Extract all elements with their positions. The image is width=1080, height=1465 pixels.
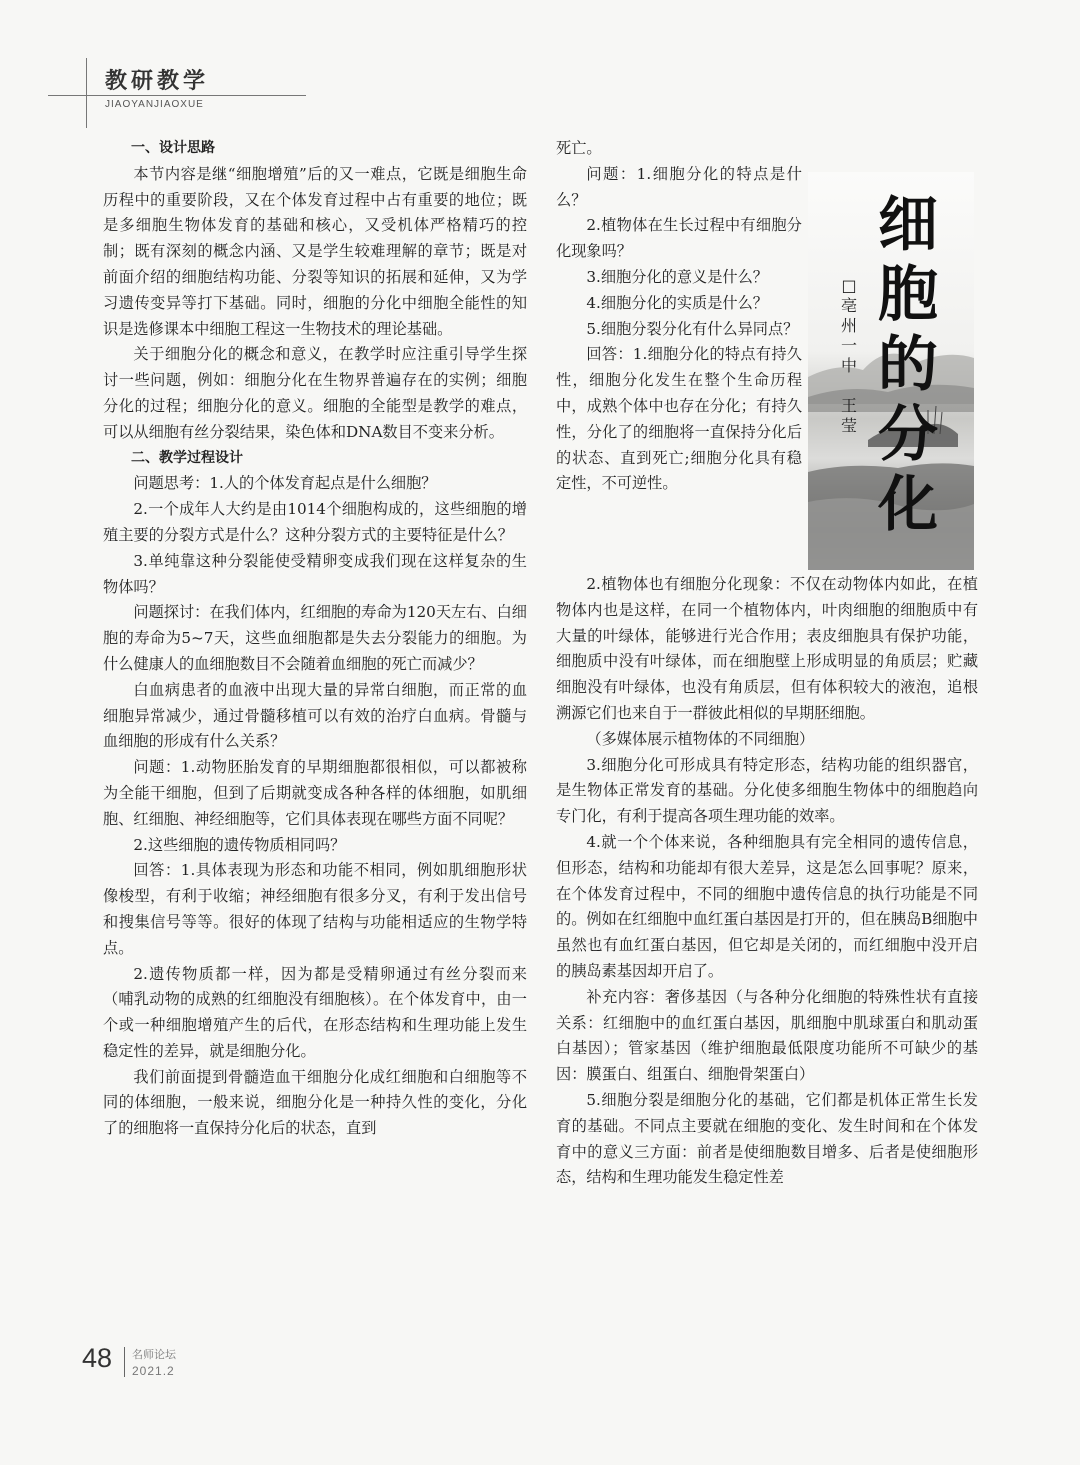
section-heading: 二、教学过程设计 xyxy=(131,449,243,466)
paragraph: 关于细胞分化的概念和意义，在教学时应注重引导学生探讨一些问题，例如：细胞分化在生物界普遍存在的实例；细胞分化的过程；细胞分化的意义。细胞的全能型是教学的难点，可以从细胞有丝分裂结果，染色体和DNA数目不变来分析。 xyxy=(103,345,527,441)
article-title xyxy=(868,190,948,540)
paragraph: 回答：1.具体表现为形态和功能不相同，例如肌细胞形状像梭型，有利于收缩；神经细胞有很多分叉，有利于发出信号和搜集信号等等。很好的体现了结构与功能相适应的生物学特点。 xyxy=(103,861,527,957)
left-column xyxy=(103,136,527,1142)
byline-char: 王 xyxy=(840,396,857,415)
paragraph: 3.细胞分化的意义是什么？ xyxy=(586,267,768,286)
paragraph: 问题：1.细胞分化的特点是什么？ xyxy=(556,164,802,209)
paragraph: 4.就一个个体来说，各种细胞具有完全相同的遗传信息，但形态，结构和功能却有很大差异，这是怎么回事呢？原来，在个体发育过程中，不同的细胞中遗传信息的执行功能是不同的。例如在红细胞中血红蛋白基因是打开的，但在胰岛B细胞中虽然也有血红蛋白基因，但它却是关闭的，而红细胞中没开启的胰岛素基因却开启了。 xyxy=(556,832,978,980)
magazine-name: 名师论坛 xyxy=(132,1348,176,1361)
paragraph: 2.植物体在生长过程中有细胞分化现象吗？ xyxy=(556,216,802,261)
paragraph: 死亡。 xyxy=(556,139,602,157)
title-char: 分 xyxy=(878,400,938,470)
paragraph: 白血病患者的血液中出现大量的异常白细胞，而正常的血细胞异常减少，通过骨髓移植可以有效的治疗白血病。骨髓与血细胞的形成有什么关系？ xyxy=(103,680,527,751)
right-top-column xyxy=(556,136,802,497)
right-bottom-column xyxy=(556,572,978,1191)
paragraph: 补充内容：奢侈基因（与各种分化细胞的特殊性状有直接关系：红细胞中的血红蛋白基因，肌细胞中肌球蛋白和肌动蛋白基因）；管家基因（维护细胞最低限度功能所不可缺少的基因：膜蛋白、组蛋白、细胞骨架蛋白） xyxy=(556,987,978,1084)
paragraph: 5.细胞分裂分化有什么异同点？ xyxy=(586,319,799,338)
byline-char: □ xyxy=(841,276,857,295)
paragraph: 5.细胞分裂是细胞分化的基础，它们都是机体正常生长发育的基础。不同点主要就在细胞的变化、发生时间和在个体发育中的意义三方面：前者是使细胞数目增多、后者是使细胞形态，结构和生理功能发生稳定性差 xyxy=(556,1090,978,1187)
header-rule-vertical xyxy=(86,58,87,128)
paragraph: 2.遗传物质都一样，因为都是受精卵通过有丝分裂而来（哺乳动物的成熟的红细胞没有细胞核）。在个体发育中，由一个或一种细胞增殖产生的后代，在形态结构和生理功能上发生稳定性的差异，就是细胞分化。 xyxy=(103,964,527,1060)
footer-divider xyxy=(124,1347,125,1377)
byline-char: 莹 xyxy=(840,416,857,435)
byline-char: 州 xyxy=(840,316,857,335)
title-char: 化 xyxy=(878,470,938,540)
section-title: 教研教学 xyxy=(105,69,210,94)
page-number: 48 xyxy=(82,1343,113,1373)
title-char: 胞 xyxy=(878,260,938,330)
paragraph: 回答：1.细胞分化的特点有持久性，细胞分化发生在整个生命历程中，成熟个体中也存在分化；有持久性，分化了的细胞将一直保持分化后的状态、直到死亡;细胞分化具有稳定性，不可逆性。 xyxy=(556,345,802,493)
paragraph: 3.细胞分化可形成具有特定形态，结构功能的组织器官，是生物体正常发育的基础。分化使多细胞生物体中的细胞趋向专门化，有利于提高各项生理功能的效率。 xyxy=(556,755,978,826)
byline-char: 一 xyxy=(840,336,857,355)
byline-char: 亳 xyxy=(840,296,857,315)
paragraph: 2.植物体也有细胞分化现象：不仅在动物体内如此，在植物体内也是这样，在同一个植物体内，叶肉细胞的细胞质中有大量的叶绿体，能够进行光合作用；表皮细胞具有保护功能，细胞质中没有叶绿体，而在细胞壁上形成明显的角质层；贮藏细胞没有叶绿体，也没有角质层，但有体积较大的液泡，追根溯源它们也来自于一群彼此相似的早期胚细胞。 xyxy=(556,575,978,722)
paragraph: 问题：1.动物胚胎发育的早期细胞都很相似，可以都被称为全能干细胞，但到了后期就变成各种各样的体细胞，如肌细胞、红细胞、神经细胞等，它们具体表现在哪些方面不同呢？ xyxy=(103,758,527,828)
byline-char: 中 xyxy=(840,356,857,375)
paragraph: 2.这些细胞的遗传物质相同吗？ xyxy=(133,835,346,854)
paragraph: 2.一个成年人大约是由1014个细胞构成的，这些细胞的增殖主要的分裂方式是什么？这种分裂方式的主要特征是什么？ xyxy=(103,500,527,544)
paragraph: （多媒体展示植物体的不同细胞） xyxy=(586,729,815,748)
section-pinyin: JIAOYANJIAOXUE xyxy=(105,99,204,110)
paragraph: 我们前面提到骨髓造血干细胞分化成红细胞和白细胞等不同的体细胞，一般来说，细胞分化是一种持久性的变化，分化了的细胞将一直保持分化后的状态，直到 xyxy=(103,1067,527,1138)
issue-date: 2021.2 xyxy=(132,1364,175,1378)
paragraph: 3.单纯靠这种分裂能使受精卵变成我们现在这样复杂的生物体吗？ xyxy=(103,551,527,596)
section-heading: 一、设计思路 xyxy=(131,140,215,156)
paragraph: 4.细胞分化的实质是什么？ xyxy=(586,293,768,312)
author-byline xyxy=(838,276,860,436)
paragraph: 本节内容是继“细胞增殖”后的又一难点，它既是细胞生命历程中的重要阶段，又在个体发育过程中占有重要的地位；既是多细胞生物体发育的基础和核心，又受机体严格精巧的控制；既有深刻的概念内涵、又是学生较难理解的章节；既是对前面介绍的细胞结构功能、分裂等知识的拓展和延伸，又为学习遗传变异等打下基础。同时，细胞的分化中细胞全能性的知识是选修课本中细胞工程这一生物技术的理论基础。 xyxy=(103,164,527,338)
paragraph: 问题探讨：在我们体内，红细胞的寿命为120天左右、白细胞的寿命为5~7天，这些血细胞都是失去分裂能力的细胞。为什么健康人的血细胞数目不会随着血细胞的死亡而减少？ xyxy=(103,603,527,673)
byline-char xyxy=(838,376,860,396)
paragraph: 问题思考：1.人的个体发育起点是什么细胞？ xyxy=(133,474,437,493)
title-char: 的 xyxy=(878,330,938,400)
title-char: 细 xyxy=(878,190,938,260)
